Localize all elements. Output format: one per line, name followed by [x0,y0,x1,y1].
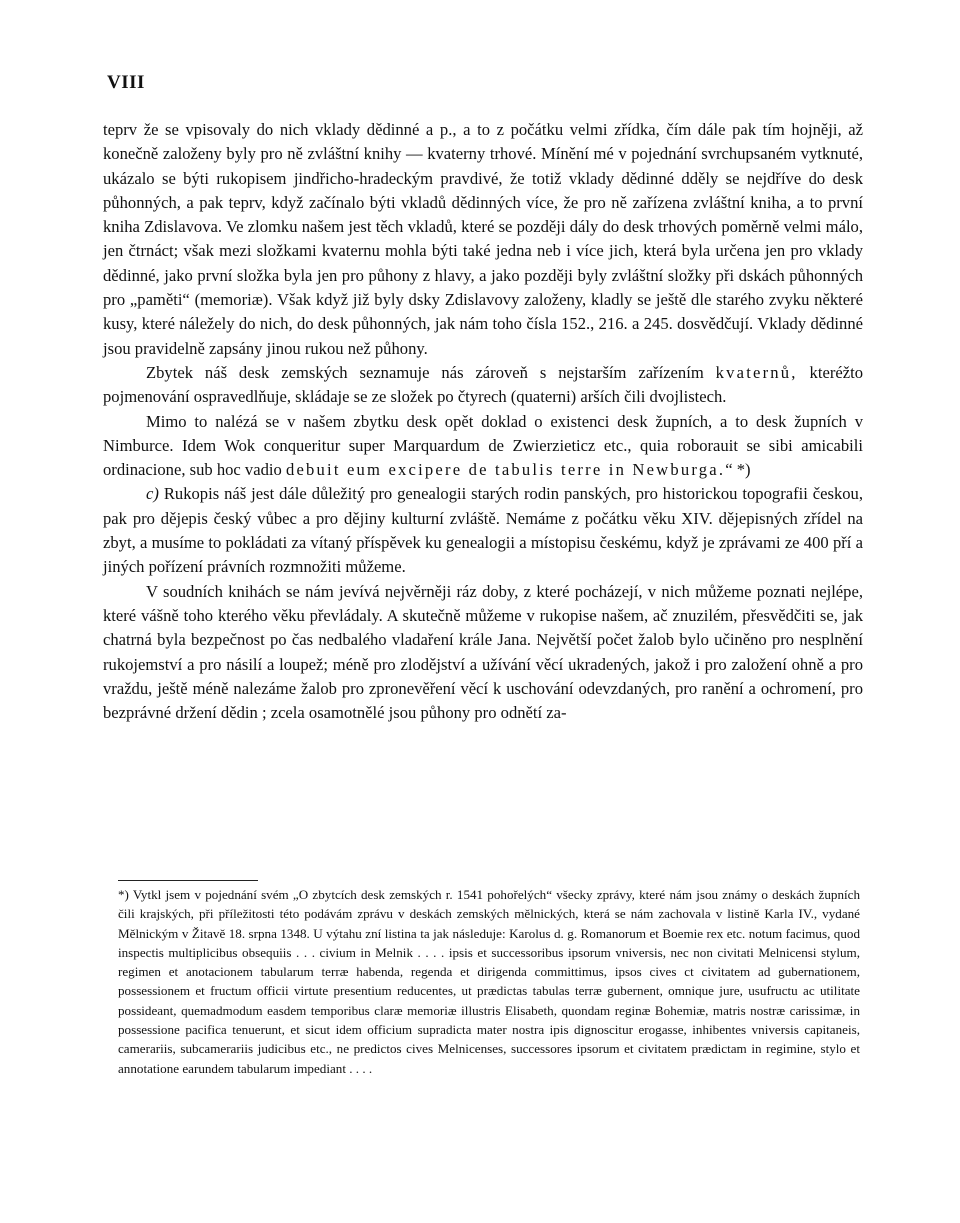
paragraph-2-spaced-term: kvaternů, [715,362,798,382]
paragraph-2-text-a: Zbytek náš desk zemských seznamuje nás zároveň s nejstarším zařízením [146,362,716,382]
footnote-text: Vytkl jsem v pojednání svém „O zbytcích desk zemských r. 1541 pohořelých“ všecky zprávy, které nám jsou známy o deskách župních čili krajských, při příležitosti této podávám zprávu v deskách zemských mělnických, která se nám zachovala v listině Karla IV., vydané Mělnickým v Žitavě 18. srpna 1348. U výtahu zní listina ta jak následuje: Karolus d. g. Romanorum et Boemie rex etc. notum facimus, quod inspectis multiplicibus obsequiis . . . civium in Melnik . . . . ipsis et successoribus ipsorum vniversis, nec non civitati Melnicensi stylum, regimen et anotacionem tabularum terræ habenda, regenda et dirigenda committimus, ipsos cives ct civitatem ad gubernationem, possessionem et fructum officii virtute presentium reducentes, ut prædictas tabulas terræ gubernent, omnique jure, usufructu ac utilitate possideant, quemadmodum easdem temporibus claræ memoriæ illustris Elisabeth, quondam reginæ Bohemiæ, matris nostræ carissimæ, in possessione pacifica tenuerunt, et sicut idem officium supradicta mater nostra ipis dignoscitur erogasse, inhibentes vniversis capitaneis, camerariis, subcamerariis judicibus etc., ne predictos cives Melnicenses, successores ipsorum et civitatem prædictam in regimine, stylo et annotatione earundem tabularum impediant . . . . [118,887,860,1076]
footnote-block [118,885,860,1078]
main-text [103,118,863,725]
footnote-mark: *) [118,887,129,902]
paragraph-3 [103,410,863,483]
footnote-divider [118,880,258,881]
paragraph-3-text-a: Mimo to nalézá se v našem zbytku desk opět doklad o existenci desk župních, a to desk župních v Nimburce. Idem Wok conqueritur super Marquardum de Zwierzieticz etc., quia roborauit se sibi amicabili ordinacione, sub hoc vadio [103,411,863,480]
page-number: VIII [107,72,145,93]
paragraph-3-spaced-quote: debuit eum excipere de tabulis terre in Newburga. [285,460,726,480]
paragraph-4-text: Rukopis náš jest dále důležitý pro genealogii starých rodin panských, pro historickou topografii českou, pak pro dějepis český vůbec a pro dějiny kulturní zvláště. Nemáme z počátku věku XIV. dějepisných zřídel na zbyt, a musíme to pokládati za vítaný příspěvek ku genealogii a místopisu českému, když je zprávami ze 400 pří a jiných pořízení právních rozmnožiti můžeme. [103,484,863,577]
paragraph-4-label: c) [146,484,159,504]
footnote [118,885,860,1078]
paragraph-5: V soudních knihách se nám jevívá nejvěrněji ráz doby, z které pocházejí, v nich můžeme poznati nejlépe, které vášně toho kterého věku převládaly. A skutečně můžeme v rukopise našem, ač znuzilém, přesvědčiti se, jak chatrná byla bezpečnost po čas nedbalého vladaření krále Jana. Největší počet žalob bylo učiněno pro nesplnění rukojemství a pro násilí a loupež; méně pro zlodějství a užívání věcí ukradených, jakož i pro založení ohně a pro vraždu, ještě méně nalezáme žalob pro zpronevěření věcí k uschování odevzdaných, pro ranění a ochromení, pro bezprávné držení dědin ; zcela osamotnělé jsou půhony pro odnětí za- [103,581,863,723]
paragraph-1: teprv že se vpisovaly do nich vklady dědinné a p., a to z počátku velmi zřídka, čím dále pak tím hojněji, až konečně založeny byly pro ně zvláštní knihy — kvaterny trhové. Mínění mé v pojednání svrchupsaném vytknuté, ukázalo se býti rukopisem jindřicho-hradeckým pravdivé, že totiž vklady dědinné dděly se nejdříve do desk půhonných, a pak teprv, když začínalo býti vkladů dědinných více, že pro ně zařízena zvláštní kniha, a to první kniha Zdislavova. Ve zlomku našem jest těch vkladů, které se později dály do desk trhových poměrně velmi málo, jen čtrnáct; však mezi složkami kvaternu mohla býti také jedna neb i více jich, která byla určena jen pro vklady dědinné, jako první složka byla jen pro půhony z hlavy, a jako později byly zvláštní složky při dskách půhonných pro „paměti“ (memoriæ). Však když již byly dsky Zdislavovy založeny, kladly se ještě dle starého zvyku některé kusy, které náležely do nich, do desk půhonných, jak nám toho čísla 152., 216. a 245. dosvědčují. Vklady dědinné jsou pravidelně zapsány jinou rukou než půhony. [103,120,863,358]
paragraph-4 [103,482,863,579]
paragraph-2 [103,361,863,410]
paragraph-3-text-b: “ *) [725,460,751,480]
paragraph-2-text-b: kteréžto pojmenování ospravedlňuje, skládaje se ze složek po čtyrech (quaterni) arších čili dvojlistech. [103,362,863,407]
